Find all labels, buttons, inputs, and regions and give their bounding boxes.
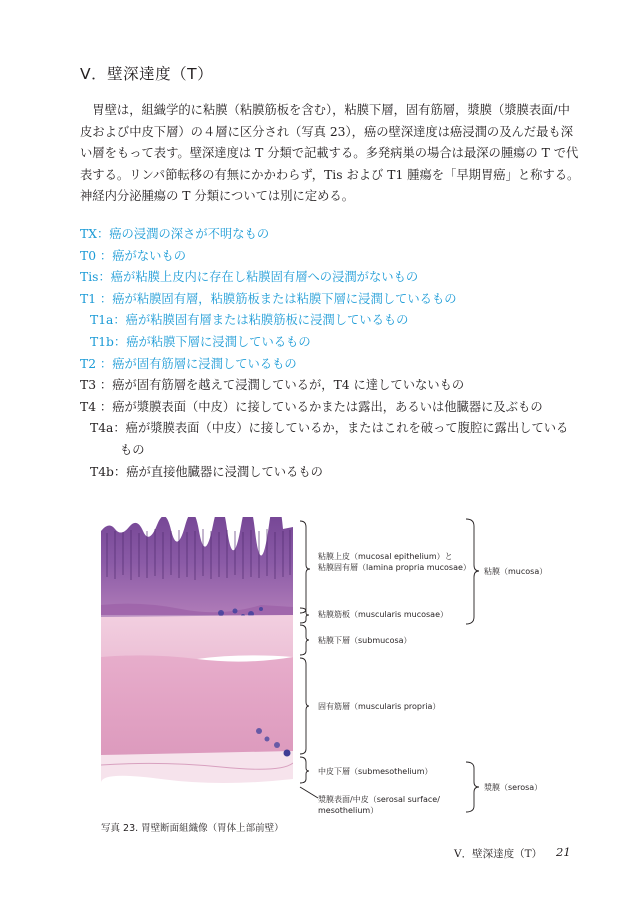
- label-line: 粘膜下層（submucosa）: [318, 636, 412, 645]
- label-mucosa-group: 粘膜（mucosa）: [484, 567, 548, 576]
- t-class-tx: TX：癌の浸潤の深さが不明なもの: [80, 227, 270, 241]
- figure-caption: 写真 23. 胃壁断面組織像（胃体上部前壁）: [101, 823, 284, 834]
- label-line: 漿膜表面/中皮（serosal surface/: [318, 795, 440, 804]
- page-number: 21: [556, 845, 571, 859]
- paragraph-line: 表する。リンパ節転移の有無にかかわらず，Tis および T1 腫瘍を「早期胃癌」と称する。: [80, 167, 580, 182]
- t-class-t2: T2 ：癌が固有筋層に浸潤しているもの: [80, 356, 297, 371]
- label-line: 粘膜上皮（mucosal epithelium）と: [318, 552, 453, 561]
- t-class-t3: T3 ：癌が固有筋層を越えて浸潤しているが，T4 に達していないもの: [80, 378, 465, 393]
- label-serosa-group: 漿膜（serosa）: [484, 783, 543, 792]
- section-heading: V．壁深達度（T）: [80, 65, 214, 83]
- label-line: 粘膜筋板（muscularis mucosae）: [318, 610, 448, 619]
- label-line: mesothelium）: [318, 806, 379, 815]
- label-line: 粘膜固有層（lamina propria mucosae）: [318, 563, 471, 572]
- label-submesothelium: [318, 766, 433, 777]
- label-mucosal-epithelium: [318, 551, 471, 573]
- t-class-t1b: T1b：癌が粘膜下層に浸潤しているもの: [90, 334, 311, 349]
- paragraph-line: い層をもって表す。壁深達度は T 分類で記載する。多発病巣の場合は最深の腫瘍の T で代: [80, 146, 579, 161]
- paragraph-line: 神経内分泌腫瘍の T 分類については別に定める。: [80, 189, 355, 204]
- running-title: V．壁深達度（T）: [454, 848, 543, 860]
- label-muscularis-mucosae: [318, 609, 448, 620]
- t-class-t1a: T1a：癌が粘膜固有層または粘膜筋板に浸潤しているもの: [90, 313, 409, 328]
- t-class-t4b: T4b：癌が直接他臓器に浸潤しているもの: [90, 464, 323, 479]
- label-muscularis-propria: [318, 701, 440, 712]
- label-serosal-surface: [318, 794, 440, 816]
- t-class-t4: T4 ：癌が漿膜表面（中皮）に接しているかまたは露出，あるいは他臓器に及ぶもの: [80, 399, 543, 414]
- paragraph-line: 皮および中皮下層）の４層に区分され（写真 23），癌の壁深達度は癌浸潤の及んだ最も深: [80, 124, 573, 139]
- t-class-t1: T1 ：癌が粘膜固有層，粘膜筋板または粘膜下層に浸潤しているもの: [80, 291, 457, 306]
- t-class-t0: T0 ：癌がないもの: [80, 248, 187, 263]
- t-class-t4a: T4a：癌が漿膜表面（中皮）に接しているか，またはこれを破って腹腔に露出している: [90, 421, 569, 436]
- t-class-tis: Tis：癌が粘膜上皮内に存在し粘膜固有層への浸潤がないもの: [80, 270, 419, 285]
- label-line: 中皮下層（submesothelium）: [318, 767, 433, 776]
- paragraph-line: 胃壁は，組織学的に粘膜（粘膜筋板を含む），粘膜下層，固有筋層，漿膜（漿膜表面/中: [80, 103, 570, 117]
- label-submucosa: [318, 635, 412, 646]
- label-line: 固有筋層（muscularis propria）: [318, 702, 441, 711]
- t-class-t4a-continued: もの: [120, 442, 145, 457]
